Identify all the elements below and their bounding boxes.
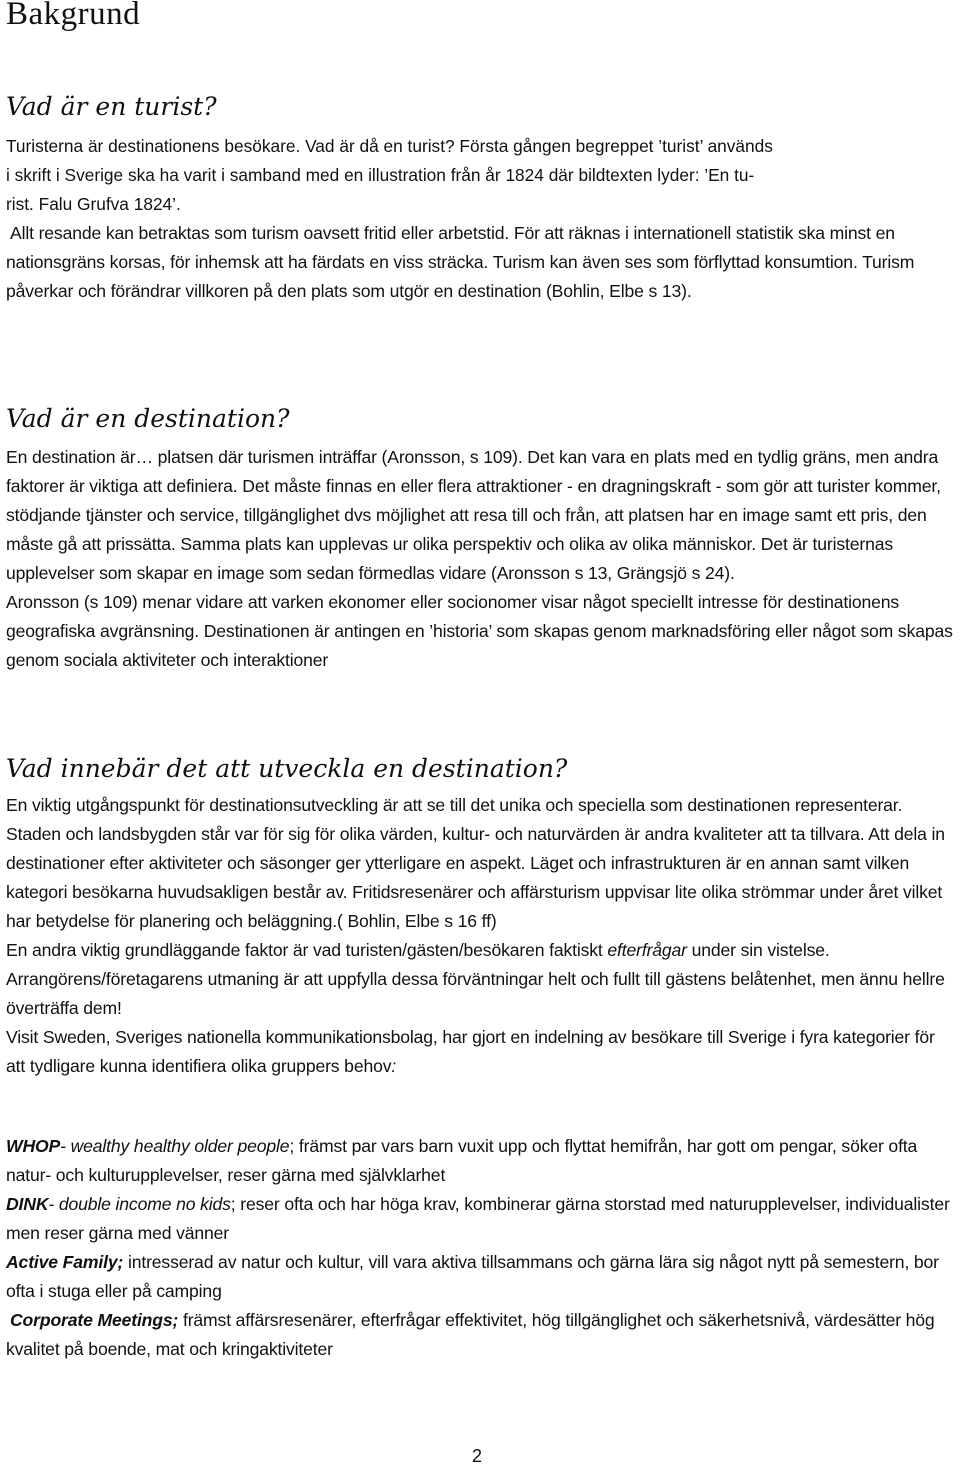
category-description: double income no kids xyxy=(58,1194,231,1214)
category-key: WHOP xyxy=(6,1136,61,1156)
category-item: Corporate Meetings; främst affärsresenärer, efterfrågar effektivitet, hög tillgänglighet och säkerhetsnivå, värdesätter hög kvalitet på boende, mat och kringaktiviteter xyxy=(6,1310,935,1359)
paragraph: En viktig utgångspunkt för destinationsutveckling är att se till det unika och speciella som destinationen representerar. Staden och landsbygden står var för sig för olika värden, kultur- och naturvärden är andra kvaliteter att ta tillvara. Att dela in destinationer efter aktiviteter och säsonger ger ytterligare en aspekt. Läget och infrastrukturen är en annan samt vilken kategori besökarna huvudsakligen består av. Fritidsresenärer och affärsturism uppvisar lite olika strömmar under året vilket har betydelse för planering och beläggning.( Bohlin, Elbe s 16 ff) xyxy=(6,795,945,931)
page-number: 2 xyxy=(472,1446,483,1466)
emphasis-efterfragar: efterfrågar xyxy=(607,940,687,960)
category-key: Corporate Meetings; xyxy=(10,1310,179,1330)
category-description: wealthy healthy older people xyxy=(70,1136,290,1156)
intro-line-1: Turisterna är destinationens besökare. Vad är då en turist? Första gången begreppet ’turist’ används xyxy=(6,136,773,156)
intro-line-2: i skrift i Sverige ska ha varit i samband med en illustration från år 1824 där bildtexten lyder: ’En tu- xyxy=(6,165,755,185)
category-key: DINK xyxy=(6,1194,49,1214)
paragraph: Visit Sweden, Sveriges nationella kommunikationsbolag, har gjort en indelning av besökare till Sverige i fyra kategorier för att tydligare kunna identifiera olika gruppers behov: xyxy=(6,1027,935,1076)
category-item: Active Family; intresserad av natur och kultur, vill vara aktiva tillsammans och gärna lära sig något nytt på semestern, bor ofta i stuga eller på camping xyxy=(6,1252,939,1301)
heading-utveckla-destination: Vad innebär det att utveckla en destination? xyxy=(6,754,568,783)
category-item: DINK- double income no kids; reser ofta och har höga krav, kombinerar gärna storstad med naturupplevelser, individualister men reser gärna med vänner xyxy=(6,1194,950,1243)
section-turist-intro xyxy=(6,132,956,219)
page-title: Bakgrund xyxy=(6,0,141,32)
paragraph: Aronsson (s 109) menar vidare att varken ekonomer eller socionomer visar något speciellt intresse för destinationens geografiska avgränsning. Destinationen är antingen en ’historia’ som skapas genom marknadsföring eller något som skapas genom sociala aktiviteter och interaktioner xyxy=(6,592,953,670)
category-item: WHOP- wealthy healthy older people; främst par vars barn vuxit upp och flyttat hemifrån, har gott om pengar, söker ofta natur- och kulturupplevelser, reser gärna med självklarhet xyxy=(6,1136,918,1185)
section-turist-body xyxy=(6,219,956,306)
category-key: Active Family; xyxy=(6,1252,124,1272)
heading-vad-ar-en-destination: Vad är en destination? xyxy=(6,404,290,433)
paragraph: En destination är… platsen där turismen inträffar (Aronsson, s 109). Det kan vara en plats med en tydlig gräns, men andra faktorer är viktiga att definiera. Det måste finnas en eller flera attraktioner - en dragningskraft - som gör att turister kommer, stödjande tjänster och service, tillgänglighet dvs möjlighet att resa till och från, att platsen har en image samt ett pris, den måste gå att prissätta. Samma plats kan upplevas ur olika perspektiv och olika av olika människor. Det är turisternas upplevelser som skapar en image som sedan förmedlas vidare (Aronsson s 13, Grängsjö s 24). xyxy=(6,447,941,583)
paragraph: En andra viktig grundläggande faktor är vad turisten/gästen/besökaren faktiskt efterfrågar under sin vistelse. Arrangörens/företagarens utmaning är att uppfylla dessa förväntningar helt och fullt till gästens belåtenhet, men ännu hellre överträffa dem! xyxy=(6,940,945,1018)
section-destination-body xyxy=(6,443,956,675)
visitor-category-list xyxy=(6,1132,956,1364)
paragraph: Allt resande kan betraktas som turism oavsett fritid eller arbetstid. För att räknas i internationell statistik ska minst en nationsgräns korsas, för inhemsk att ha färdats en viss sträcka. Turism kan även ses som förflyttad konsumtion. Turism påverkar och förändrar villkoren på den plats som utgör en destination (Bohlin, Elbe s 13). xyxy=(6,223,915,301)
section-utveckla-body xyxy=(6,791,956,1081)
heading-vad-ar-en-turist: Vad är en turist? xyxy=(6,92,217,121)
intro-line-3: rist. Falu Grufva 1824’. xyxy=(6,194,181,214)
